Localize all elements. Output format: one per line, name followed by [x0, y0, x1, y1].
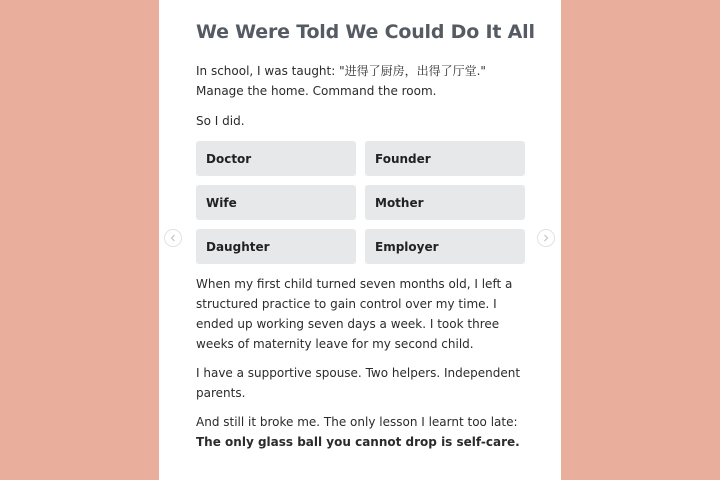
lesson-paragraph [196, 412, 524, 452]
article-card [159, 0, 561, 480]
role-tile-doctor: Doctor [196, 141, 356, 176]
support-paragraph: I have a supportive spouse. Two helpers. Independent parents. [196, 366, 521, 400]
role-tile-employer: Employer [365, 229, 525, 264]
roles-grid [196, 141, 524, 264]
article-title: We Were Told We Could Do It All [196, 21, 535, 43]
lesson-emphasis: The only glass ball you cannot drop is self-care. [196, 435, 520, 449]
lesson-prefix: And still it broke me. The only lesson I learnt too late: [196, 415, 518, 429]
role-tile-founder: Founder [365, 141, 525, 176]
so-i-did-paragraph: So I did. [196, 114, 245, 128]
story-paragraph: When my first child turned seven months old, I left a structured practice to gain control over my time. I ended up working seven days a week. I took three weeks of maternity leave for my second child. [196, 277, 513, 351]
carousel-prev-button[interactable] [164, 229, 182, 247]
intro-paragraph: In school, I was taught: "进得了厨房，出得了厅堂." Manage the home. Command the room. [196, 64, 486, 98]
chevron-right-icon [542, 234, 550, 242]
carousel-next-button[interactable] [537, 229, 555, 247]
role-tile-wife: Wife [196, 185, 356, 220]
role-tile-mother: Mother [365, 185, 525, 220]
role-tile-daughter: Daughter [196, 229, 356, 264]
chevron-left-icon [169, 234, 177, 242]
